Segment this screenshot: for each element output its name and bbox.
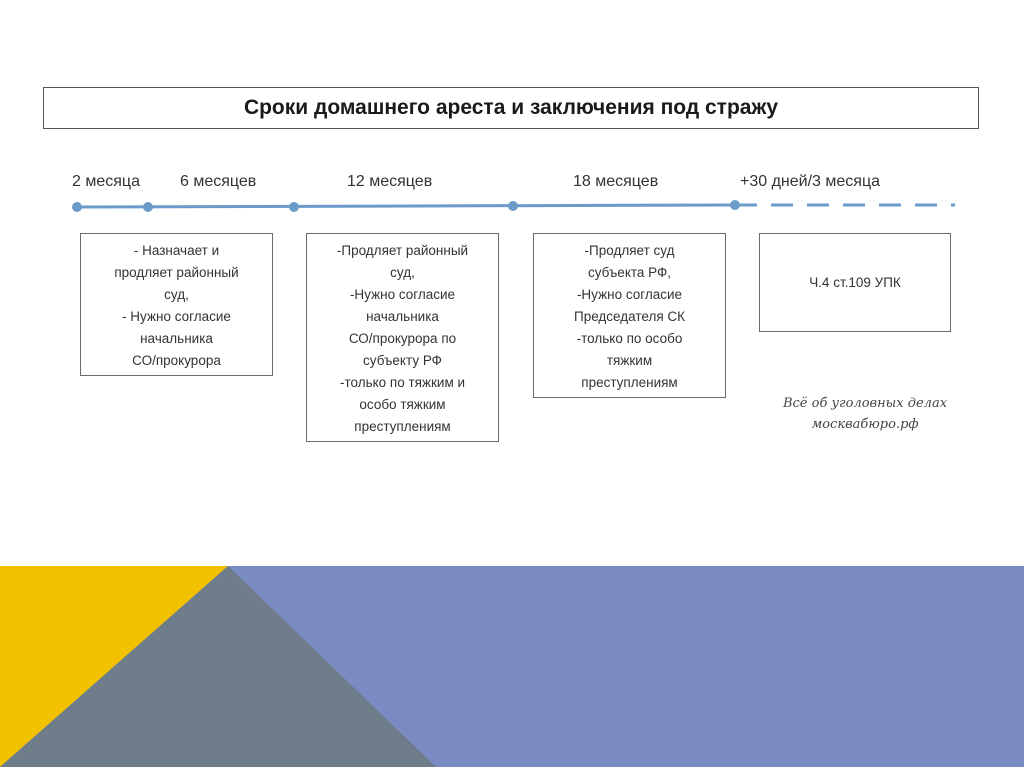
info-box-line: -только по особо (576, 331, 683, 346)
info-box-line: субъекта РФ, (587, 265, 672, 280)
info-box-18-months (533, 233, 726, 398)
info-box-line: начальника (140, 331, 213, 346)
info-box-line: -Нужно согласие (349, 287, 456, 302)
timeline-marker-12-months (289, 202, 299, 212)
info-box-line: Ч.4 ст.109 УПК (809, 275, 901, 290)
timeline (0, 0, 1024, 260)
timeline-marker-18-months (508, 201, 518, 211)
info-box-line: - Назначает и (133, 243, 220, 258)
info-box-line: - Нужно согласие (122, 309, 231, 324)
info-box-2-6-months (80, 233, 273, 376)
slide-title (43, 87, 979, 129)
info-box-line: Председателя СК (574, 309, 685, 324)
signature (775, 393, 955, 435)
tick-label-12-months: 12 месяцев (347, 173, 433, 190)
signature-line-2: москвабюро.рф (811, 417, 919, 432)
info-box-line: -только по тяжким и (339, 375, 466, 390)
info-box-12-months (306, 233, 499, 442)
info-box-line: -Нужно согласие (576, 287, 683, 302)
info-box-line: -Продляет суд (584, 243, 675, 258)
info-box-line: преступлениям (581, 375, 678, 390)
info-box-line: продляет районный (114, 265, 239, 280)
tick-label-30-days: +30 дней/3 месяца (740, 173, 881, 190)
timeline-marker-6-months (143, 202, 153, 212)
info-box-line: начальника (366, 309, 439, 324)
timeline-solid-line (77, 205, 735, 207)
tick-label-6-months: 6 месяцев (180, 173, 257, 190)
tick-label-18-months: 18 месяцев (573, 173, 659, 190)
timeline-marker-2-months (72, 202, 82, 212)
info-box-line: -Продляет районный (336, 243, 469, 258)
timeline-marker-30-days (730, 200, 740, 210)
signature-line-1: Всё об уголовных делах (782, 396, 948, 411)
info-box-line: суд, (390, 265, 415, 280)
info-box-line: особо тяжким (359, 397, 446, 412)
info-box-line: тяжким (606, 353, 653, 368)
info-box-line: субъекту РФ (363, 353, 442, 368)
decorative-band (0, 566, 1024, 767)
tick-label-2-months: 2 месяца (72, 173, 140, 190)
info-box-line: СО/прокурора (132, 353, 221, 368)
info-box-line: суд, (164, 287, 189, 302)
info-box-30-days (759, 233, 951, 332)
info-box-line: СО/прокурора по (348, 331, 457, 346)
slide-title-text: Сроки домашнего ареста и заключения под стражу (243, 96, 779, 119)
info-box-line: преступлениям (354, 419, 451, 434)
